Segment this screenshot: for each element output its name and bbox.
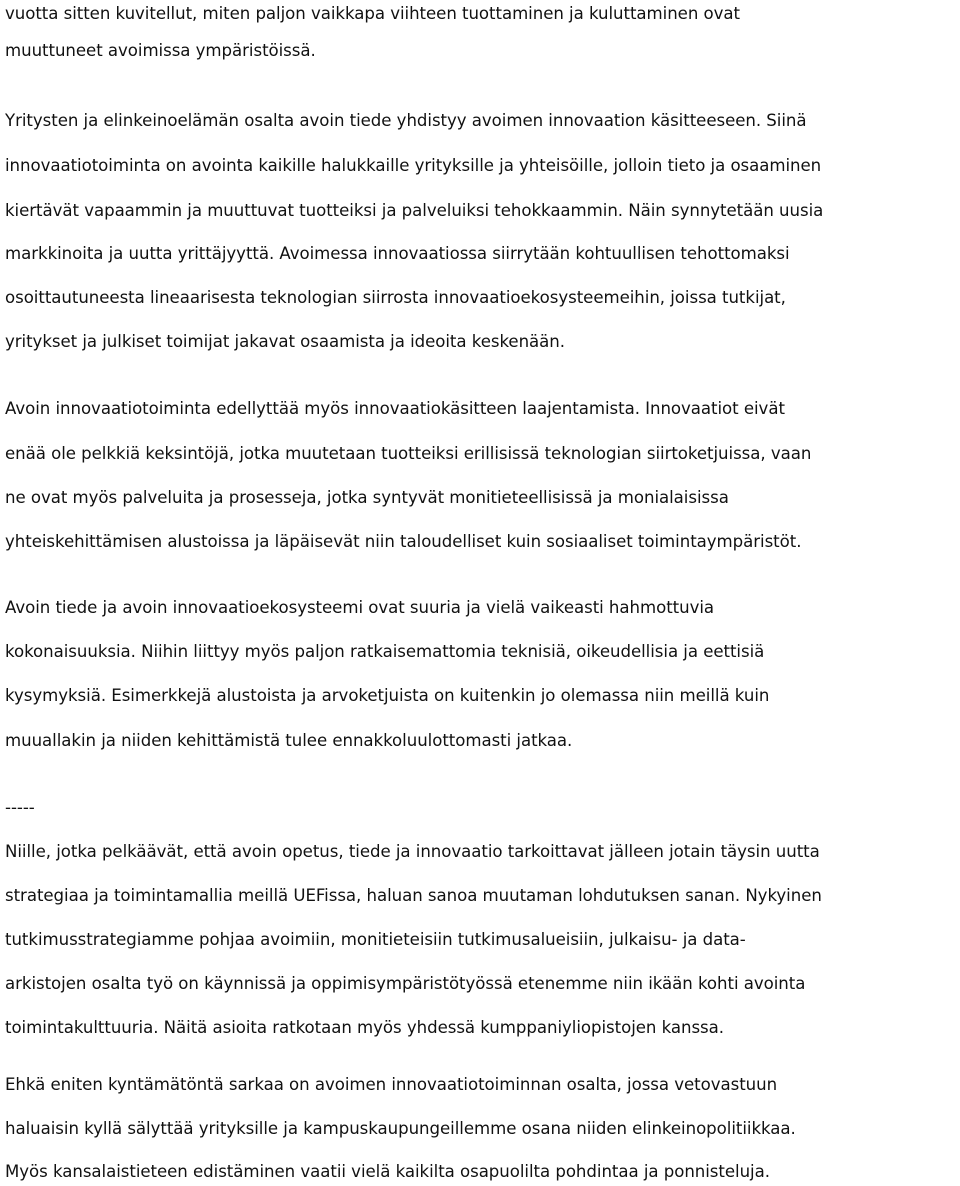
text-line: yhteiskehittämisen alustoissa ja läpäisevät niin taloudelliset kuin sosiaaliset toimintaympäristöt.: [5, 532, 802, 551]
text-line: Ehkä eniten kyntämätöntä sarkaa on avoimen innovaatiotoiminnan osalta, jossa vetovastuun: [5, 1075, 778, 1094]
text-line: muuttuneet avoimissa ympäristöissä.: [5, 41, 316, 60]
text-line: Niille, jotka pelkäävät, että avoin opetus, tiede ja innovaatio tarkoittavat jälleen jotain täysin uutta: [5, 842, 820, 861]
text-line: Avoin tiede ja avoin innovaatioekosysteemi ovat suuria ja vielä vaikeasti hahmottuvia: [5, 598, 715, 617]
text-line: kokonaisuuksia. Niihin liittyy myös paljon ratkaisemattomia teknisiä, oikeudellisia ja eettisiä: [5, 642, 765, 661]
text-line: innovaatiotoiminta on avointa kaikille halukkaille yrityksille ja yhteisöille, jolloin tieto ja osaaminen: [5, 156, 822, 175]
text-line: Yritysten ja elinkeinoelämän osalta avoin tiede yhdistyy avoimen innovaation käsitteeseen. Siinä: [5, 111, 807, 130]
text-line: toimintakulttuuria. Näitä asioita ratkotaan myös yhdessä kumppaniyliopistojen kanssa.: [5, 1018, 724, 1037]
text-line: muuallakin ja niiden kehittämistä tulee ennakkoluulottomasti jatkaa.: [5, 731, 573, 750]
text-line: strategiaa ja toimintamallia meillä UEFissa, haluan sanoa muutaman lohdutuksen sanan. Nykyinen: [5, 886, 822, 905]
text-line: haluaisin kyllä sälyttää yrityksille ja kampuskaupungeillemme osana niiden elinkeinopolitiikkaa.: [5, 1119, 796, 1138]
text-line: yritykset ja julkiset toimijat jakavat osaamista ja ideoita keskenään.: [5, 332, 565, 351]
text-line: enää ole pelkkiä keksintöjä, jotka muutetaan tuotteiksi erillisissä teknologian siirtoketjuissa, vaan: [5, 444, 812, 463]
separator: -----: [5, 798, 35, 817]
text-line: markkinoita ja uutta yrittäjyyttä. Avoimessa innovaatiossa siirrytään kohtuullisen tehottomaksi: [5, 244, 790, 263]
text-line: Avoin innovaatiotoiminta edellyttää myös innovaatiokäsitteen laajentamista. Innovaatiot eivät: [5, 399, 785, 418]
text-line: kysymyksiä. Esimerkkejä alustoista ja arvoketjuista on kuitenkin jo olemassa niin meillä kuin: [5, 686, 770, 705]
text-line: ne ovat myös palveluita ja prosesseja, jotka syntyvät monitieteellisissä ja monialaisissa: [5, 488, 729, 507]
text-line: osoittautuneesta lineaarisesta teknologian siirrosta innovaatioekosysteemeihin, joissa tutkijat,: [5, 288, 786, 307]
text-line: vuotta sitten kuvitellut, miten paljon vaikkapa viihteen tuottaminen ja kuluttaminen ovat: [5, 4, 740, 23]
text-line: tutkimusstrategiamme pohjaa avoimiin, monitieteisiin tutkimusalueisiin, julkaisu- ja data-: [5, 930, 746, 949]
text-line: kiertävät vapaammin ja muuttuvat tuotteiksi ja palveluiksi tehokkaammin. Näin synnytetään uusia: [5, 201, 824, 220]
text-line: arkistojen osalta työ on käynnissä ja oppimisympäristötyössä etenemme niin ikään kohti avointa: [5, 974, 806, 993]
text-line: Myös kansalaistieteen edistäminen vaatii vielä kaikilta osapuolilta pohdintaa ja ponnisteluja.: [5, 1162, 770, 1181]
